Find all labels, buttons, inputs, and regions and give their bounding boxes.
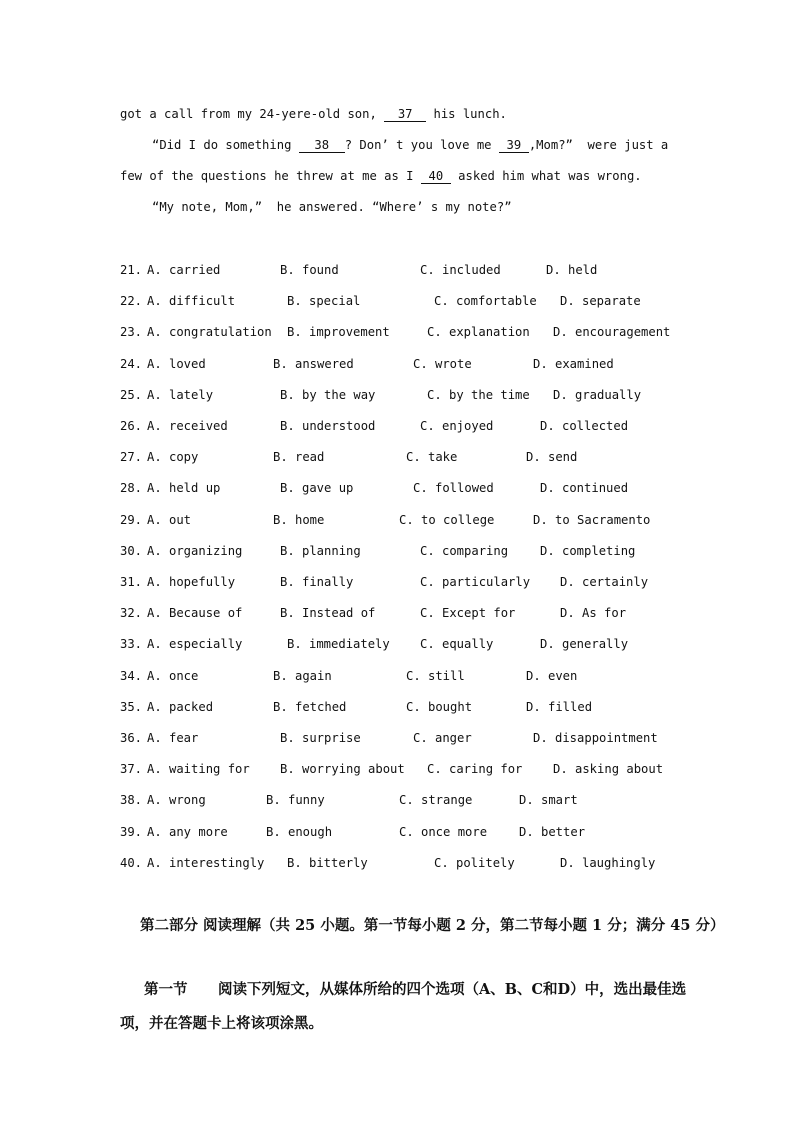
passage-line-3	[120, 169, 642, 184]
option-b: B. improvement	[287, 325, 390, 339]
question-number: 37.	[120, 762, 143, 776]
option-b: B. found	[280, 263, 339, 277]
option-c: C. politely	[434, 856, 515, 870]
option-c: C. to college	[399, 513, 495, 527]
option-b: B. finally	[280, 575, 354, 589]
question-number: 31.	[120, 575, 143, 589]
passage-text: few of the questions he threw at me as I	[120, 169, 421, 183]
option-b: B. again	[273, 669, 332, 683]
passage-line-1	[120, 107, 507, 122]
option-d: D. better	[519, 825, 586, 839]
option-a: A. out	[147, 513, 192, 527]
option-b: B. Instead of	[280, 606, 376, 620]
option-d: D. send	[526, 450, 578, 464]
question-number: 35.	[120, 700, 143, 714]
option-c: C. by the time	[427, 388, 530, 402]
option-a: A. once	[147, 669, 199, 683]
option-b: B. read	[273, 450, 325, 464]
option-a: A. congratulation	[147, 325, 272, 339]
question-number: 30.	[120, 544, 143, 558]
option-d: D. completing	[540, 544, 636, 558]
option-b: B. by the way	[280, 388, 376, 402]
option-a: A. hopefully	[147, 575, 236, 589]
option-b: B. surprise	[280, 731, 361, 745]
option-d: D. to Sacramento	[533, 513, 651, 527]
subsection-label: 第一节	[144, 981, 188, 998]
option-b: B. special	[287, 294, 361, 308]
option-a: A. especially	[147, 637, 243, 651]
option-c: C. take	[406, 450, 458, 464]
option-d: D. gradually	[553, 388, 642, 402]
option-b: B. understood	[280, 419, 376, 433]
option-a: A. lately	[147, 388, 214, 402]
question-number: 26.	[120, 419, 143, 433]
blank-38: 38	[299, 138, 345, 153]
option-d: D. collected	[540, 419, 629, 433]
option-a: A. fear	[147, 731, 199, 745]
question-number: 23.	[120, 325, 143, 339]
question-number: 27.	[120, 450, 143, 464]
option-b: B. worrying about	[280, 762, 405, 776]
option-a: A. difficult	[147, 294, 236, 308]
question-number: 40.	[120, 856, 143, 870]
option-c: C. comfortable	[434, 294, 537, 308]
option-c: C. followed	[413, 481, 494, 495]
option-d: D. examined	[533, 357, 614, 371]
passage-text: ,Mom?” were just a	[528, 138, 669, 152]
option-c: C. caring for	[427, 762, 523, 776]
option-c: C. explanation	[427, 325, 530, 339]
option-d: D. encouragement	[553, 325, 671, 339]
question-number: 32.	[120, 606, 143, 620]
passage-line-2	[152, 138, 668, 153]
option-c: C. anger	[413, 731, 472, 745]
option-a: A. carried	[147, 263, 221, 277]
option-b: B. gave up	[280, 481, 354, 495]
blank-37: 37	[384, 107, 426, 122]
option-b: B. enough	[266, 825, 333, 839]
option-d: D. generally	[540, 637, 629, 651]
question-number: 29.	[120, 513, 143, 527]
passage-line-4: “My note, Mom,” he answered. “Where’ s my note?”	[152, 200, 512, 214]
option-d: D. continued	[540, 481, 629, 495]
passage-text: “Did I do something	[152, 138, 299, 152]
passage-text: got a call from my 24-yere-old son,	[120, 107, 385, 121]
option-d: D. separate	[560, 294, 641, 308]
option-c: C. Except for	[420, 606, 516, 620]
option-d: D. laughingly	[560, 856, 656, 870]
option-d: D. smart	[519, 793, 578, 807]
option-a: A. packed	[147, 700, 214, 714]
option-a: A. interestingly	[147, 856, 265, 870]
option-d: D. As for	[560, 606, 627, 620]
option-d: D. certainly	[560, 575, 649, 589]
option-c: C. bought	[406, 700, 473, 714]
option-b: B. planning	[280, 544, 361, 558]
subsection-instruction-line-1: 阅读下列短文，从媒体所给的四个选项（A、B、C和D）中，选出最佳选	[218, 981, 687, 998]
option-a: A. copy	[147, 450, 199, 464]
option-b: B. home	[273, 513, 325, 527]
option-b: B. answered	[273, 357, 354, 371]
question-number: 24.	[120, 357, 143, 371]
option-a: A. loved	[147, 357, 206, 371]
option-d: D. even	[526, 669, 578, 683]
option-a: A. any more	[147, 825, 228, 839]
option-c: C. particularly	[420, 575, 531, 589]
option-d: D. disappointment	[533, 731, 658, 745]
passage-text: asked him what was wrong.	[450, 169, 642, 183]
option-c: C. strange	[399, 793, 473, 807]
blank-40: 40	[421, 169, 451, 184]
option-c: C. still	[406, 669, 465, 683]
passage-text: ? Don’ t you love me	[344, 138, 499, 152]
option-c: C. included	[420, 263, 501, 277]
option-d: D. asking about	[553, 762, 664, 776]
question-number: 22.	[120, 294, 143, 308]
option-a: A. waiting for	[147, 762, 250, 776]
option-d: D. held	[546, 263, 598, 277]
subsection-instruction-line-2: 项，并在答题卡上将该项涂黑。	[120, 1015, 323, 1032]
question-number: 39.	[120, 825, 143, 839]
option-a: A. received	[147, 419, 228, 433]
question-number: 21.	[120, 263, 143, 277]
option-c: C. equally	[420, 637, 494, 651]
question-number: 34.	[120, 669, 143, 683]
option-c: C. comparing	[420, 544, 509, 558]
question-number: 36.	[120, 731, 143, 745]
question-number: 38.	[120, 793, 143, 807]
option-b: B. bitterly	[287, 856, 368, 870]
option-b: B. immediately	[287, 637, 390, 651]
option-a: A. organizing	[147, 544, 243, 558]
option-c: C. wrote	[413, 357, 472, 371]
option-a: A. wrong	[147, 793, 206, 807]
option-d: D. filled	[526, 700, 593, 714]
option-c: C. enjoyed	[420, 419, 494, 433]
passage-text: his lunch.	[426, 107, 507, 121]
question-number: 33.	[120, 637, 143, 651]
option-b: B. fetched	[273, 700, 347, 714]
question-number: 28.	[120, 481, 143, 495]
option-b: B. funny	[266, 793, 325, 807]
option-a: A. held up	[147, 481, 221, 495]
option-c: C. once more	[399, 825, 488, 839]
question-number: 25.	[120, 388, 143, 402]
blank-39: 39	[499, 138, 529, 153]
option-a: A. Because of	[147, 606, 243, 620]
section-2-heading: 第二部分 阅读理解（共 25 小题。第一节每小题 2 分，第二节每小题 1 分；满分 45 分）	[140, 917, 725, 934]
